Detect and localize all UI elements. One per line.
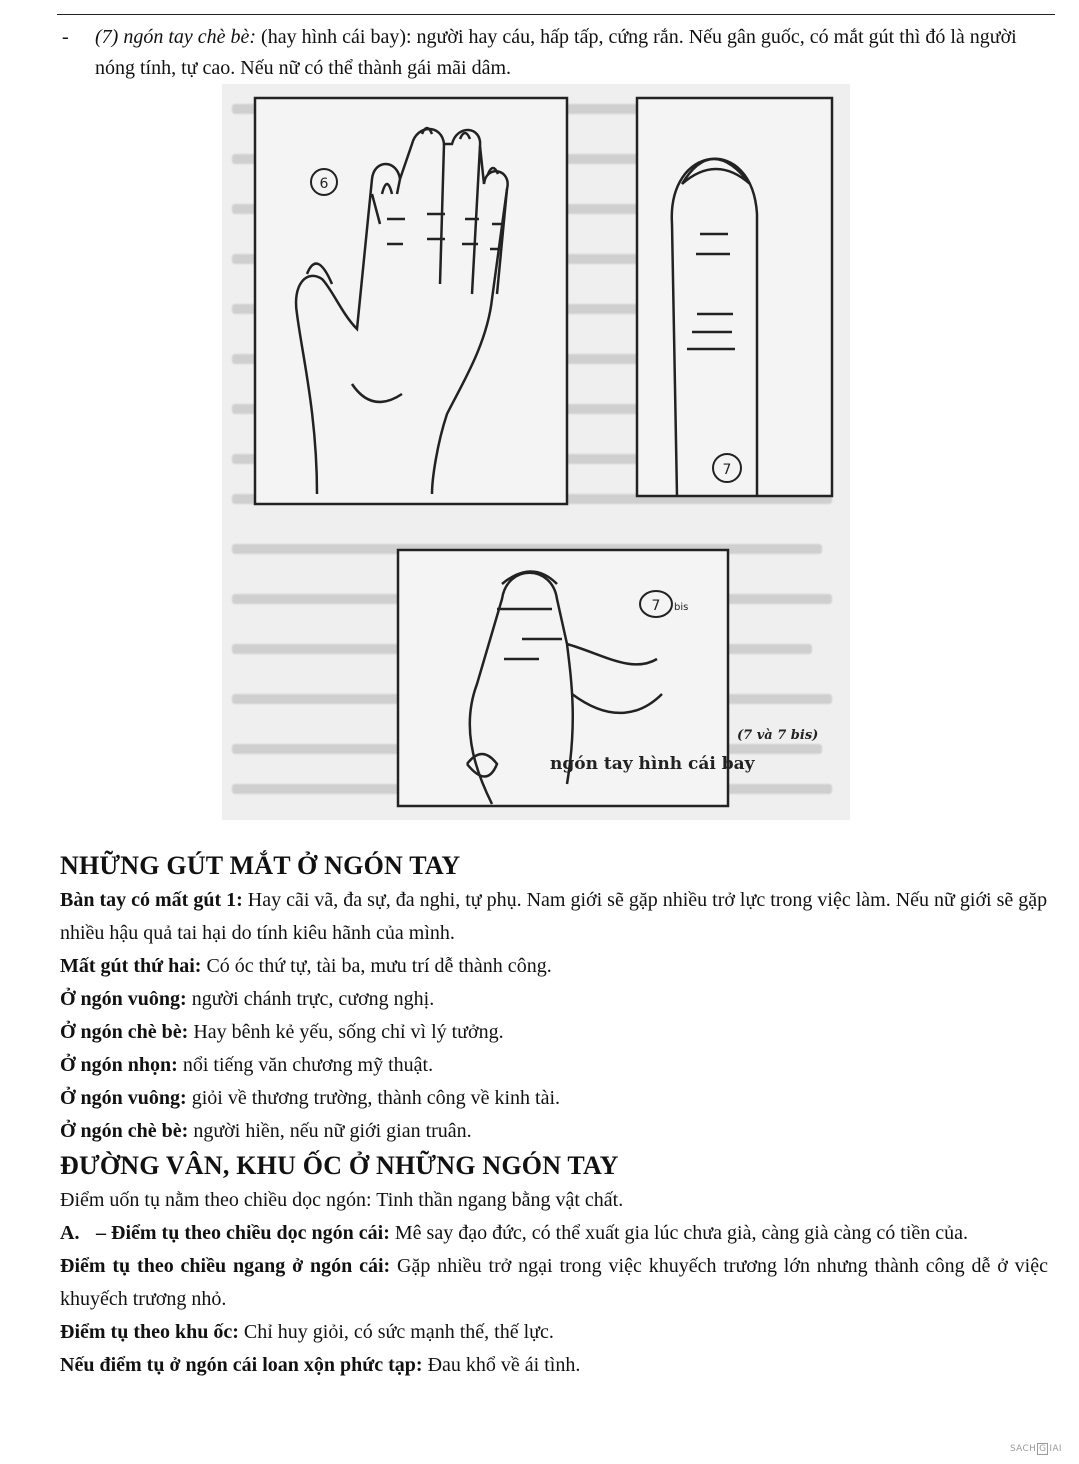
knot-entry <box>60 1082 1048 1115</box>
entry-text: người chánh trực, cương nghị. <box>186 988 435 1010</box>
entry-text: Chỉ huy giỏi, có sức mạnh thế, thế lực. <box>238 1321 554 1343</box>
knot-entry <box>60 884 1048 950</box>
list-dash: - <box>62 26 69 48</box>
watermark-left: SACH <box>1010 1444 1037 1454</box>
entry-text: giỏi về thương trường, thành công về kinh tài. <box>186 1087 561 1109</box>
watermark-logo <box>1010 1443 1062 1455</box>
watermark-box: G <box>1039 1444 1047 1454</box>
entry-label: Ở ngón vuông: <box>60 988 187 1010</box>
line-entry <box>60 1349 1048 1382</box>
entry-label: Ở ngón chè bè: <box>60 1120 189 1142</box>
hand-illustration <box>222 84 850 820</box>
intro-paragraph <box>62 22 1052 84</box>
figure-caption-note: (7 và 7 bis) <box>737 728 819 743</box>
item-a <box>60 1217 1048 1250</box>
intro-lead: (7) ngón tay chè bè: <box>95 26 257 48</box>
intro-text: (hay hình cái bay): người hay cáu, hấp tấp, cứng rắn. Nếu gân guốc, có mắt gút thì đó là người nóng tính, tự cao. Nếu nữ có thể thành gái mãi dâm. <box>95 26 1017 79</box>
section-heading-knots: NHỮNG GÚT MẮT Ở NGÓN TAY <box>60 851 461 880</box>
figure-label-bis: bis <box>674 602 689 613</box>
header-rule <box>57 14 1055 15</box>
hand-panel <box>255 98 567 504</box>
entry-label: Bàn tay có mất gút 1: <box>60 889 243 911</box>
figure-caption: ngón tay hình cái bay <box>550 754 755 774</box>
entry-text: Đau khổ về ái tình. <box>422 1354 581 1376</box>
knot-entry <box>60 1115 1048 1148</box>
entry-text: Có óc thứ tự, tài ba, mưu trí dễ thành công. <box>201 955 552 977</box>
entry-label: Mất gút thứ hai: <box>60 955 202 977</box>
figure-label-7-thumb: 7 <box>651 598 661 614</box>
knot-entry <box>60 1049 1048 1082</box>
entry-label: Nếu điểm tụ ở ngón cái loan xộn phức tạp: <box>60 1354 423 1376</box>
main-content <box>60 848 1048 1382</box>
knot-entry <box>60 950 1048 983</box>
entry-text: Gặp nhiều trở ngại trong việc khuyếch trương lớn nhưng thành công dễ ở việc khuyếch trương nhỏ. <box>60 1255 1048 1310</box>
lines-intro: Điểm uốn tụ nằm theo chiều dọc ngón: Tinh thần ngang bằng vật chất. <box>60 1189 624 1211</box>
figure-label-7: 7 <box>722 462 732 478</box>
knot-entry <box>60 983 1048 1016</box>
entry-text: nổi tiếng văn chương mỹ thuật. <box>177 1054 434 1076</box>
item-a-label: – Điểm tụ theo chiều dọc ngón cái: <box>96 1222 390 1244</box>
finger-panel <box>637 98 832 496</box>
entry-text: người hiền, nếu nữ giới gian truân. <box>188 1120 472 1142</box>
entry-label: Ở ngón chè bè: <box>60 1021 189 1043</box>
entry-label: Điểm tụ theo chiều ngang ở ngón cái: <box>60 1255 391 1277</box>
entry-text: Hay cãi vã, đa sự, đa nghi, tự phụ. Nam giới sẽ gặp nhiều trở lực trong việc làm. Nếu nữ giới sẽ gặp nhiều hậu quả tai hại do tính kiêu hãnh của mình. <box>60 889 1048 944</box>
line-entry <box>60 1250 1048 1316</box>
figure-label-6: 6 <box>319 176 329 192</box>
entry-label: Ở ngón nhọn: <box>60 1054 178 1076</box>
item-a-text: Mê say đạo đức, có thể xuất gia lúc chưa già, càng già càng có tiền của. <box>389 1222 969 1244</box>
item-a-marker: A. <box>60 1222 80 1244</box>
entry-text: Hay bênh kẻ yếu, sống chỉ vì lý tưởng. <box>188 1021 504 1043</box>
line-entry <box>60 1316 1048 1349</box>
section-heading-lines: ĐƯỜNG VÂN, KHU ỐC Ở NHỮNG NGÓN TAY <box>60 1151 619 1180</box>
entry-label: Ở ngón vuông: <box>60 1087 187 1109</box>
watermark-right: IAI <box>1049 1444 1062 1454</box>
knot-entry <box>60 1016 1048 1049</box>
entry-label: Điểm tụ theo khu ốc: <box>60 1321 239 1343</box>
